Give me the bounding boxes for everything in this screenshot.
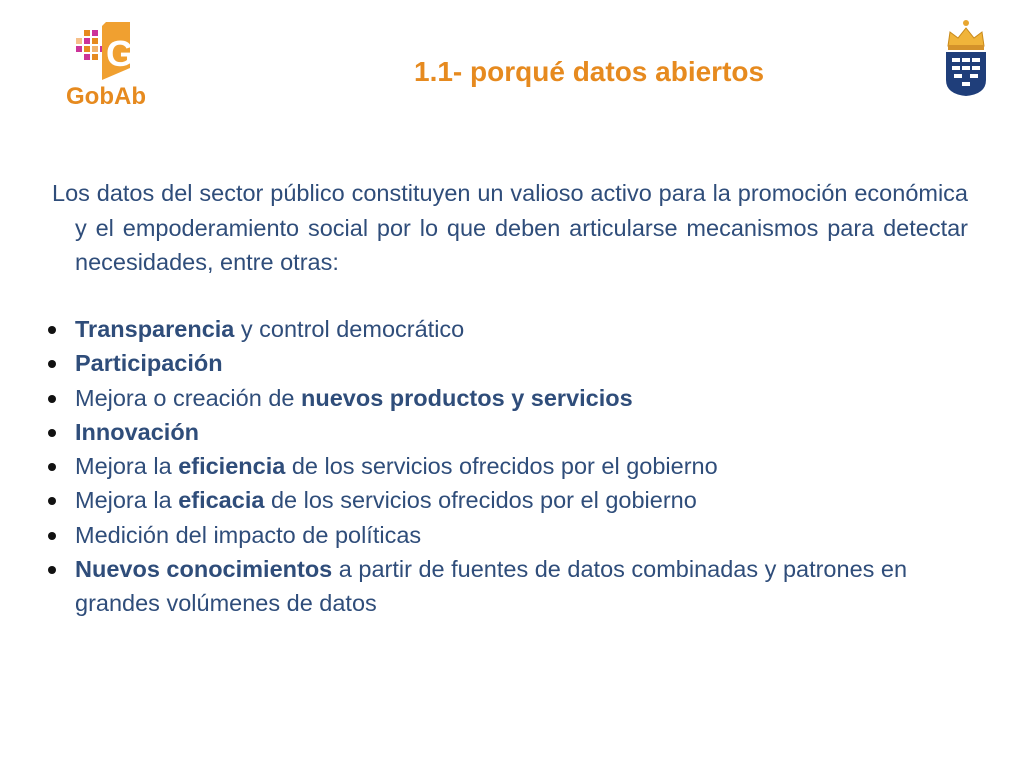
bullet-dot-icon xyxy=(48,566,56,574)
svg-text:GobAb: GobAb xyxy=(66,83,146,110)
bullet-dot-icon xyxy=(48,326,56,334)
emphasis-text: eficacia xyxy=(178,487,265,514)
crown-shield-icon xyxy=(940,18,992,98)
bullet-dot-icon xyxy=(48,532,56,540)
intro-paragraph: Los datos del sector público constituyen un valioso activo para la promoción económica y el empoderamiento social por lo que deben articularse mecanismos para detectar necesidades, entre otras: xyxy=(52,180,968,275)
svg-text:G: G xyxy=(105,33,135,74)
list-item xyxy=(48,346,948,380)
list-item xyxy=(48,381,948,415)
bullet-list xyxy=(48,312,948,621)
list-item-text: y control democrático xyxy=(234,316,465,342)
list-item xyxy=(48,312,948,346)
bullet-dot-icon xyxy=(48,395,56,403)
bullet-dot-icon xyxy=(48,497,56,505)
list-item-text: Medición del impacto de políticas xyxy=(75,521,422,548)
bullet-dot-icon xyxy=(48,429,56,437)
gobab-logo xyxy=(62,18,162,113)
bullet-dot-icon xyxy=(48,360,56,368)
bullet-dot-icon xyxy=(48,463,56,471)
list-item-text: a partir de fuentes de datos combinadas y patrones en grandes volúmenes de datos xyxy=(75,556,908,617)
list-item xyxy=(48,518,948,552)
list-item-text: Mejora o creación de xyxy=(75,384,301,411)
list-item-text: Mejora la xyxy=(75,487,179,514)
page-title: 1.1- porqué datos abiertos xyxy=(414,56,765,87)
list-item xyxy=(48,552,948,621)
list-item-text: de los servicios ofrecidos por el gobierno xyxy=(264,487,697,514)
list-item xyxy=(48,483,948,517)
list-item-text: de los servicios ofrecidos por el gobierno xyxy=(285,453,718,480)
list-item-text: Mejora la xyxy=(75,453,179,480)
emphasis-text: eficiencia xyxy=(178,453,286,480)
emphasis-text: Innovación xyxy=(75,418,200,445)
list-item xyxy=(48,449,948,483)
coat-of-arms-logo xyxy=(940,18,992,98)
gobab-logo-icon xyxy=(62,18,162,113)
emphasis-text: Participación xyxy=(75,350,223,377)
emphasis-text: Transparencia xyxy=(75,316,235,342)
emphasis-text: nuevos productos y servicios xyxy=(300,384,633,411)
emphasis-text: Nuevos conocimientos xyxy=(75,556,333,583)
list-item xyxy=(48,415,948,449)
